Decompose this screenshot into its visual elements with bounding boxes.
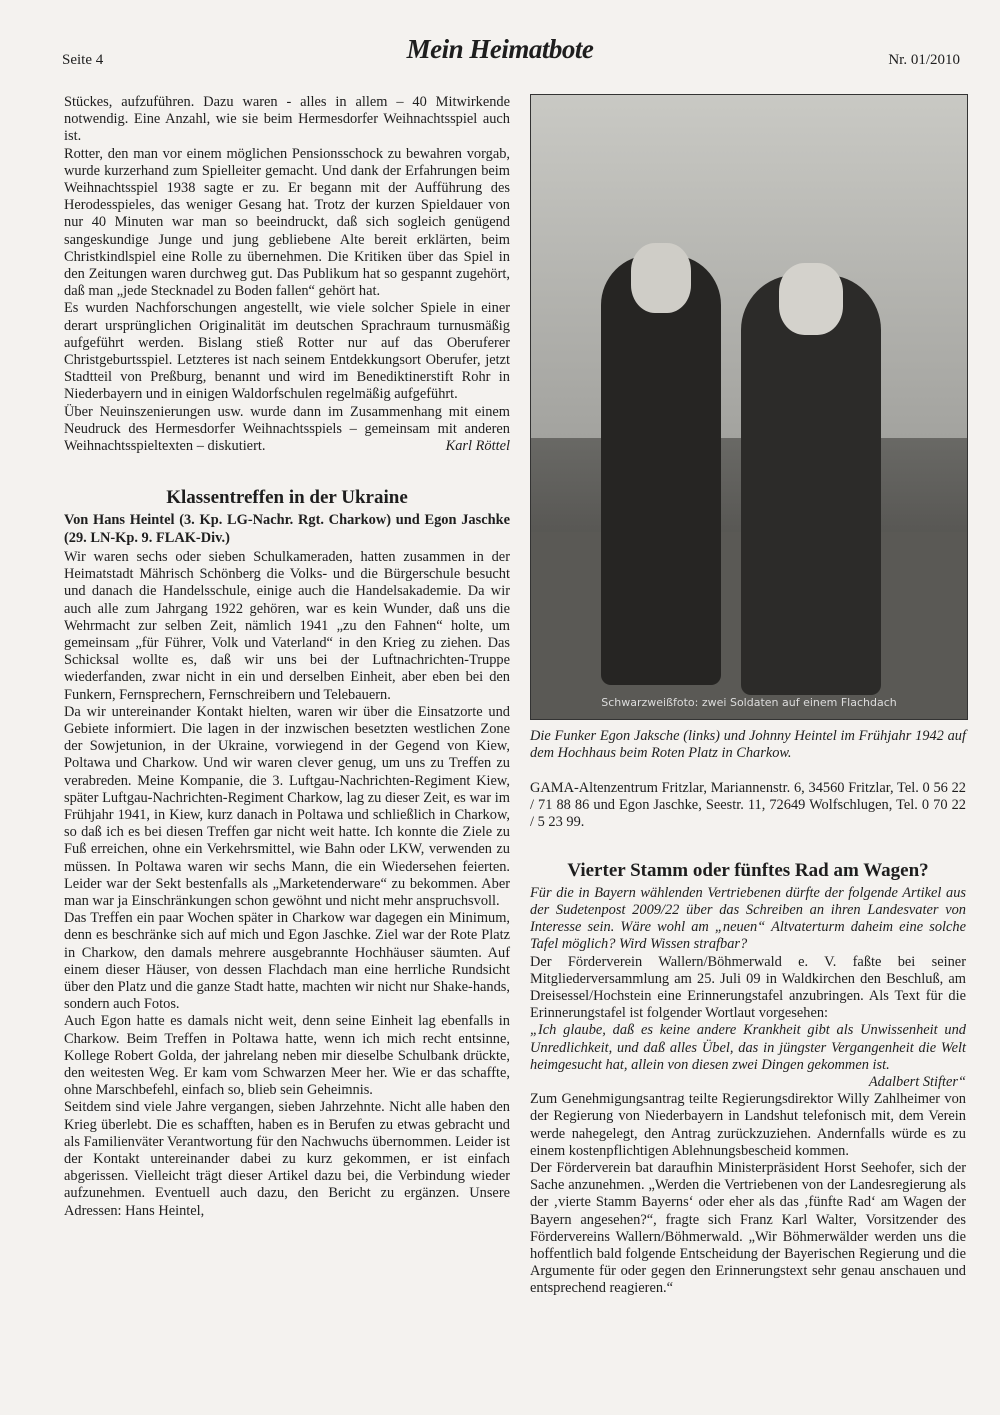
paragraph: Es wurden Nachforschungen angestellt, wie viele solcher Spiele in einer derart ursprünglichen Originalität im deutschen Sprachraum turnusmäßig aufgeführt werden. Bislang stieß Rotter nur auf das Oberuferer Christgeburtsspiel. Letzteres ist nach seinem Entdekkungsort Oberufer, jetzt Stadtteil von Preßburg, benannt und wird im Benediktinerstift Rohr in Niederbayern und in einigen Waldorfschulen regelmäßig aufgeführt. bbox=[64, 300, 510, 403]
address-continuation: GAMA-Altenzentrum Fritzlar, Mariannenstr. 6, 34560 Fritzlar, Tel. 0 56 22 / 71 88 86 und Egon Jaschke, Seestr. 11, 72649 Wolfschlugen, Tel. 0 70 22 / 5 23 99. bbox=[530, 780, 966, 831]
paragraph: Zum Genehmigungsantrag teilte Regierungsdirektor Willy Zahlheimer von der Regierung von Niederbayern in Landshut telefonisch mit, dem Verein werde nahegelegt, den Antrag zurückzuziehen. Andernfalls würde es zu einem kostenpflichtigen Ablehnungsbescheid kommen. bbox=[530, 1091, 966, 1159]
author-signature: Karl Röttel bbox=[445, 438, 510, 455]
article-headline: Klassentreffen in der Ukraine bbox=[166, 487, 408, 509]
paragraph: Auch Egon hatte es damals nicht weit, denn seine Einheit lag ebenfalls in Charkow. Beim Treffen in Poltawa hatte, wenn ich mich recht entsinne, Kollege Robert Golda, der jahrelang neben mir dieselbe Schulbank drückte, den weitesten Weg. Er kam vom Schwarzen Meer her. Wie er das schaffte, ohne Marschbefehl, einfach so, blieb sein Geheimnis. bbox=[64, 1013, 510, 1099]
paragraph: Seitdem sind viele Jahre vergangen, sieben Jahrzehnte. Nicht alle haben den Krieg überlebt. Die es schafften, haben es in Berufen zu etwas gebracht und als Familienväter Verantwortung für den Nachwuchs übernommen. Leider ist der Kontakt untereinander dabei zu kurz gekommen, er ist einfach abgerissen. Vielleicht trägt dieser Artikel dazu bei, die Verbindung wieder aufzunehmen. Eventuell auch dazu, den Bericht zu ergänzen. Unsere Adressen: Hans Heintel, bbox=[64, 1099, 510, 1219]
page-number: Seite 4 bbox=[62, 52, 104, 68]
photo-alt: Schwarzweißfoto: zwei Soldaten auf einem Flachdach bbox=[601, 695, 897, 709]
paragraph: Rotter, den man vor einem möglichen Pensionsschock zu bewahren vorgab, wurde kurzerhand zum Spielleiter gemacht. Und dank der Erfahrungen beim Weihnachtsspiel 1938 sagte er zu. Er begann mit der Aufführung des Herodesspieles, das weniger Gesang hat. Trotz der kurzen Spieldauer von nur 40 Minuten war man so beeindruckt, daß sich sogleich genügend sangeskundige Junge und jung gebliebene Alte bereit erklärten, beim Christkindlspiel eine Rolle zu übernehmen. Die Kritiken über das Spiel in den Zeitungen waren durchweg gut. Das Publikum hat so gespannt zugehört, daß man „jede Stecknadel zu Boden fallen“ gehört hat. bbox=[64, 145, 510, 300]
photo bbox=[530, 94, 968, 720]
masthead: Mein Heimatbote bbox=[406, 34, 594, 64]
right-column bbox=[530, 94, 966, 1298]
issue-number: Nr. 01/2010 bbox=[888, 52, 960, 68]
paragraph: Das Treffen ein paar Wochen später in Charkow war dagegen ein Minimum, denn es beschränke sich auf mich und Egon Jaschke. Ziel war der Rote Platz in Charkow, den damals mehrere ausgebrannte Hochhäuser säumten. Auf einem dieser Häuser, von dessen Flachdach man eine herrliche Rundsicht über den Platz und die ganze Stadt hatte, machten wir nicht nur Shake-hands, sondern auch Fotos. bbox=[64, 910, 510, 1013]
quote: „Ich glaube, daß es keine andere Krankheit gibt als Unwissenheit und Unredlichkeit, und daß alles Übel, das in jüngster Vergangenheit die Welt heimgesucht hat, allein von diesen zwei Dingen gekommen ist. bbox=[530, 1022, 966, 1073]
paragraph: Stückes, aufzuführen. Dazu waren - alles in allem – 40 Mitwirkende notwendig. Eine Anzahl, wie sie beim Hermesdorfer Weihnachtsspiel auch ist. bbox=[64, 94, 510, 145]
left-column bbox=[64, 94, 510, 1220]
photo-caption: Die Funker Egon Jaksche (links) und Johnny Heintel im Frühjahr 1942 auf dem Hochhaus beim Roten Platz in Charkow. bbox=[530, 728, 966, 761]
byline: Von Hans Heintel (3. Kp. LG-Nachr. Rgt. Charkow) und Egon Jaschke (29. LN-Kp. 9. FLAK-Div.) bbox=[64, 512, 510, 546]
intro: Für die in Bayern wählenden Vertriebenen dürfte der folgende Artikel aus der Sudetenpost 2009/22 über das Schreiben an ihren Landesvater von Interesse sein. Wäre wohl am „neuen“ Altvaterturm daheim eine solche Tafel möglich? Wird Wissen strafbar? bbox=[530, 884, 966, 953]
paragraph: Da wir untereinander Kontakt hielten, waren wir über die Einsatzorte und Gebiete informiert. Die lagen in der inzwischen besetzten westlichen Zone der Sowjetunion, in der Ukraine, vorwiegend in der Gegend von Kiew, Poltawa und Charkow. Und wir waren clever genug, um uns zu Treffen zu verabreden. Meine Kompanie, die 3. Luftgau-Nachrichten-Regiment Kiew, später Luftgau-Nachrichten-Regiment Charkow, lag zu dieser Zeit, es war im Frühjahr 1941, in Kiew, kurz danach in Poltawa und schließlich in Charkow, so daß ich es bei diesen Treffen gar nicht weit hatte. Ich konnte die Ziele zu Fuß erreichen, ohne ein Verkehrsmittel, wie Bahn oder LKW, verwenden zu müssen. In Poltawa waren wir sechs Mann, die ein Wiedersehen feierten. Leider war der Sekt bestenfalls als „Marketenderware“ zu bekommen. Aber man war ja Einschränkungen schon gewöhnt und nicht mehr anspruchsvoll. bbox=[64, 703, 510, 909]
article-headline-2: Vierter Stamm oder fünftes Rad am Wagen? bbox=[567, 859, 929, 881]
paragraph: Der Förderverein bat daraufhin Ministerpräsident Horst Seehofer, sich der Sache anzunehmen. „Werden die Vertriebenen von der Landesregierung als der ‚vierte Stamm Bayerns‘ oder eher als das ‚fünfte Rad‘ am Wagen der Bayern angesehen?“, fragte sich Franz Karl Walter, Vorsitzender des Fördervereins Wallern/Böhmerwald. „Wir Böhmerwälder werden uns die hoffentlich bald folgende Entscheidung der Bayerischen Regierung und die Argumente für oder gegen den Erinnerungstext sehr genau anschauen und entsprechend reagieren.“ bbox=[530, 1160, 966, 1297]
paragraph: Über Neuinszenierungen usw. wurde dann im Zusammenhang mit einem Neudruck des Hermesdorfer Weihnachtsspiels – gemeinsam mit anderen Weihnachtsspieltexten – diskutiert. bbox=[64, 403, 510, 455]
paragraph: Wir waren sechs oder sieben Schulkameraden, hatten zusammen in der Heimatstadt Mährisch Schönberg die Volks- und die Bürgerschule besucht und danach die Handelsschule, einige auch die Handelsakademie. Da wir auch alle zum Jahrgang 1922 gehören, war es kein Wunder, daß uns die Wehrmacht zur selben Zeit, nämlich 1941 „zu den Fahnen“ holte, um gemeinsam „für Führer, Volk und Vaterland“ in den Krieg zu ziehen. Das Schicksal wollte es, daß wir uns bei der Luftnachrichten-Truppe wiederfanden, zwar nicht in ein und derselben Einheit, aber eben bei den Funkern, Fernsprechern, Fernschreibern und Telebauern. bbox=[64, 548, 510, 703]
quote-author: Adalbert Stifter“ bbox=[868, 1074, 966, 1091]
paragraph: Der Förderverein Wallern/Böhmerwald e. V. faßte bei seiner Mitgliederversammlung am 25. Juli 09 in Waldkirchen den Beschluß, am Dreisessel/Hochstein eine Erinnerungstafel anzubringen. Als Text für die Erinnerungstafel ist folgender Wortlaut vorgesehen: bbox=[530, 953, 966, 1022]
